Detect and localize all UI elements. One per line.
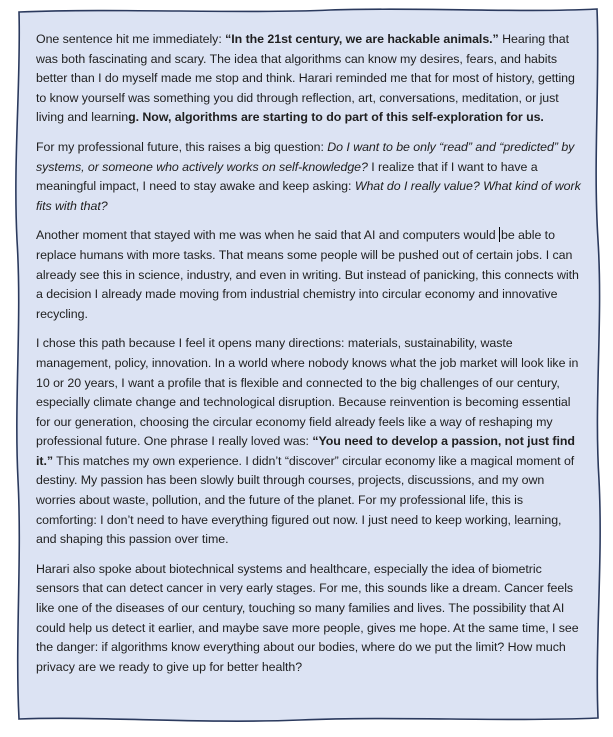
- p5-text-a: Harari also spoke about biotechnical systems and healthcare, especially the idea of biometric sensors that can detect cancer in very early stages. For me, this sounds like a dream. Cancer feels like one of the diseases of our century, touching so many families and lives. The possibility that AI could help us detect it earlier, and maybe save more people, gives me hope. At the same time, I see the danger: if algorithms know everything about our bodies, where do we put the limit? How much privacy are we ready to give up for better health?: [36, 561, 579, 674]
- paragraph-5: [36, 560, 584, 678]
- p2-text-a: For my professional future, this raises a big question:: [36, 139, 328, 154]
- p2-question-1: Do I want to be only “read” and “predicted” by systems, or someone who actively works on self-knowledge?: [36, 139, 575, 174]
- p3-text-a: Another moment that stayed with me was when he said that AI and computers would: [36, 228, 496, 243]
- p1-quote: “In the 21st century, we are hackable animals.”: [225, 32, 499, 46]
- paragraph-2: [36, 138, 584, 216]
- p4-quote: “You need to develop a passion, not just find it.”: [36, 434, 575, 468]
- paragraph-1: [36, 30, 584, 128]
- p4-text-a: I chose this path because I feel it opens many directions: materials, sustainability, waste management, policy, innovation. In a world where nobody knows what the job market will look like in 10 or 20 years, I want a profile that is flexible and connected to the big challenges of our century, especially climate change and technological disruption. Because reinvention is becoming essential for our generation, choosing the circular economy field already feels like a way of reshaping my professional future. One phrase I really loved was:: [36, 336, 579, 449]
- paragraph-3[interactable]: [36, 226, 584, 324]
- p2-text-c: I realize that if I want to have a meaningful impact, I need to stay awake and keep asking:: [36, 159, 538, 194]
- p4-text-c: This matches my own experience. I didn’t “discover” circular economy like a magical moment of destiny. My passion has been slowly built through courses, projects, discussions, and my own worries about waste, pollution, and the future of the planet. For my professional life, this is comforting: I don’t need to have everything figured out now. I just need to keep working, learning, and shaping this passion over time.: [36, 453, 575, 547]
- paragraph-4: [36, 334, 584, 550]
- p1-text-c: Hearing that was both fascinating and scary. The idea that algorithms can know my desires, fears, and habits better than I do myself made me stop and think. Harari reminded me that for most of history, getting to know yourself was something you did through reflection, art, conversations, meditation, or just living and learnin: [36, 32, 575, 125]
- p3-text-b: be able to replace humans with more tasks. That means some people will be pushed out of certain jobs. I can already see this in science, industry, and even in writing. But instead of panicking, this connects with a decision I already made moving from industrial chemistry into circular economy and innovative recycling.: [36, 228, 579, 321]
- p1-text-a: One sentence hit me immediately:: [36, 32, 226, 46]
- p2-question-2: What do I really value? What kind of work fits with that?: [36, 179, 581, 213]
- p1-bold-end: g. Now, algorithms are starting to do part of this self-exploration for us.: [128, 110, 544, 125]
- document-body: [36, 30, 584, 687]
